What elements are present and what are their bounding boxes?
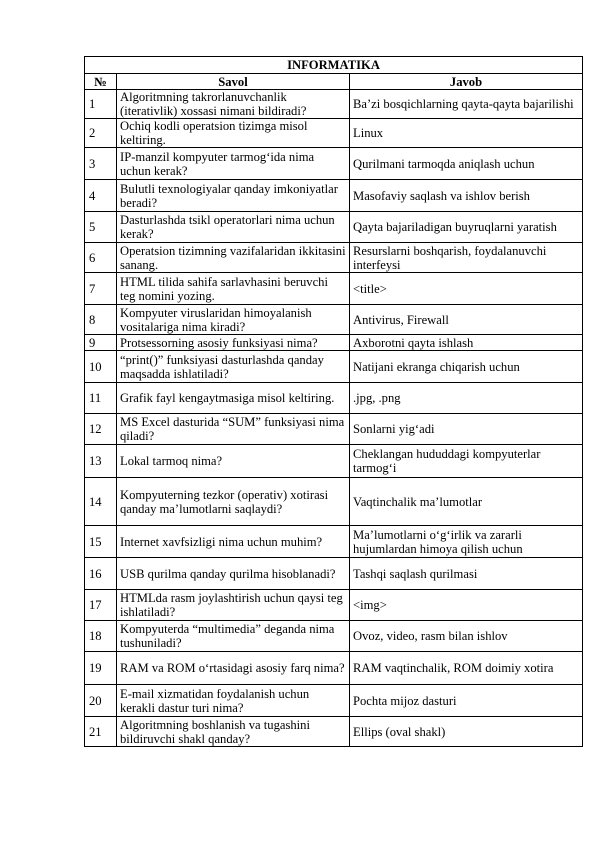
row-question: Operatsion tizimning vazifalaridan ikkitasini sanang. — [117, 243, 350, 273]
row-answer: Sonlarni yig‘adi — [350, 414, 583, 445]
row-number: 14 — [85, 478, 117, 526]
table-row — [85, 590, 583, 621]
row-answer: Natijani ekranga chiqarish uchun — [350, 351, 583, 383]
row-number: 12 — [85, 414, 117, 445]
row-answer: Qurilmani tarmoqda aniqlash uchun — [350, 148, 583, 180]
table-row — [85, 414, 583, 445]
row-answer: RAM vaqtinchalik, ROM doimiy xotira — [350, 652, 583, 685]
row-answer: Axborotni qayta ishlash — [350, 335, 583, 351]
row-question: USB qurilma qanday qurilma hisoblanadi? — [117, 558, 350, 590]
table-row — [85, 351, 583, 383]
table-title: INFORMATIKA — [85, 57, 583, 74]
row-number: 16 — [85, 558, 117, 590]
row-answer: Ba’zi bosqichlarning qayta-qayta bajarilishi — [350, 90, 583, 119]
qa-table — [84, 56, 583, 747]
row-question: Algoritmning boshlanish va tugashini bildiruvchi shakl qanday? — [117, 717, 350, 747]
table-row — [85, 243, 583, 273]
row-number: 5 — [85, 212, 117, 243]
table-body — [85, 90, 583, 747]
header-row — [85, 74, 583, 90]
row-answer: Cheklangan hududdagi kompyuterlar tarmog‘i — [350, 445, 583, 478]
row-question: Ochiq kodli operatsion tizimga misol keltiring. — [117, 119, 350, 148]
row-question: HTML tilida sahifa sarlavhasini beruvchi teg nomini yozing. — [117, 273, 350, 305]
row-number: 3 — [85, 148, 117, 180]
row-number: 7 — [85, 273, 117, 305]
row-number: 17 — [85, 590, 117, 621]
row-answer: Antivirus, Firewall — [350, 305, 583, 335]
row-question: “print()” funksiyasi dasturlashda qanday maqsadda ishlatiladi? — [117, 351, 350, 383]
table-row — [85, 180, 583, 212]
table-row — [85, 621, 583, 652]
table-row — [85, 717, 583, 747]
row-number: 4 — [85, 180, 117, 212]
table-row — [85, 148, 583, 180]
row-answer: Pochta mijoz dasturi — [350, 685, 583, 717]
row-number: 8 — [85, 305, 117, 335]
row-question: Kompyuter viruslaridan himoyalanish vositalariga nima kiradi? — [117, 305, 350, 335]
row-question: IP-manzil kompyuter tarmog‘ida nima uchun kerak? — [117, 148, 350, 180]
row-number: 10 — [85, 351, 117, 383]
table-row — [85, 445, 583, 478]
row-answer: Resurslarni boshqarish, foydalanuvchi interfeysi — [350, 243, 583, 273]
row-number: 19 — [85, 652, 117, 685]
row-question: HTMLda rasm joylashtirish uchun qaysi teg ishlatiladi? — [117, 590, 350, 621]
row-answer: <title> — [350, 273, 583, 305]
row-answer: Linux — [350, 119, 583, 148]
row-answer: .jpg, .png — [350, 383, 583, 414]
row-question: Bulutli texnologiyalar qanday imkoniyatlar beradi? — [117, 180, 350, 212]
row-question: Kompyuterda “multimedia” deganda nima tushuniladi? — [117, 621, 350, 652]
row-question: Dasturlashda tsikl operatorlari nima uchun kerak? — [117, 212, 350, 243]
title-row — [85, 57, 583, 74]
row-answer: Masofaviy saqlash va ishlov berish — [350, 180, 583, 212]
header-question: Savol — [117, 74, 350, 90]
row-answer: Qayta bajariladigan buyruqlarni yaratish — [350, 212, 583, 243]
row-number: 11 — [85, 383, 117, 414]
row-number: 15 — [85, 526, 117, 558]
row-answer: <img> — [350, 590, 583, 621]
row-answer: Ma’lumotlarni o‘g‘irlik va zararli hujumlardan himoya qilish uchun — [350, 526, 583, 558]
table-row — [85, 90, 583, 119]
table-row — [85, 558, 583, 590]
table-row — [85, 652, 583, 685]
row-number: 9 — [85, 335, 117, 351]
row-number: 2 — [85, 119, 117, 148]
header-number: № — [85, 74, 117, 90]
row-question: Lokal tarmoq nima? — [117, 445, 350, 478]
row-question: Algoritmning takrorlanuvchanlik (iterativlik) xossasi nimani bildiradi? — [117, 90, 350, 119]
header-answer: Javob — [350, 74, 583, 90]
row-question: Kompyuterning tezkor (operativ) xotirasi qanday ma’lumotlarni saqlaydi? — [117, 478, 350, 526]
row-number: 1 — [85, 90, 117, 119]
row-question: MS Excel dasturida “SUM” funksiyasi nima qiladi? — [117, 414, 350, 445]
table-row — [85, 212, 583, 243]
table-row — [85, 119, 583, 148]
row-number: 18 — [85, 621, 117, 652]
table-row — [85, 685, 583, 717]
table-row — [85, 478, 583, 526]
table-row — [85, 273, 583, 305]
row-question: E-mail xizmatidan foydalanish uchun kerakli dastur turi nima? — [117, 685, 350, 717]
row-number: 13 — [85, 445, 117, 478]
row-number: 20 — [85, 685, 117, 717]
row-question: Protsessorning asosiy funksiyasi nima? — [117, 335, 350, 351]
row-answer: Ellips (oval shakl) — [350, 717, 583, 747]
row-answer: Tashqi saqlash qurilmasi — [350, 558, 583, 590]
table-row — [85, 335, 583, 351]
row-question: Grafik fayl kengaytmasiga misol keltiring. — [117, 383, 350, 414]
table-row — [85, 526, 583, 558]
row-question: Internet xavfsizligi nima uchun muhim? — [117, 526, 350, 558]
table-row — [85, 383, 583, 414]
row-number: 21 — [85, 717, 117, 747]
row-answer: Ovoz, video, rasm bilan ishlov — [350, 621, 583, 652]
row-answer: Vaqtinchalik ma’lumotlar — [350, 478, 583, 526]
table-row — [85, 305, 583, 335]
row-question: RAM va ROM o‘rtasidagi asosiy farq nima? — [117, 652, 350, 685]
row-number: 6 — [85, 243, 117, 273]
